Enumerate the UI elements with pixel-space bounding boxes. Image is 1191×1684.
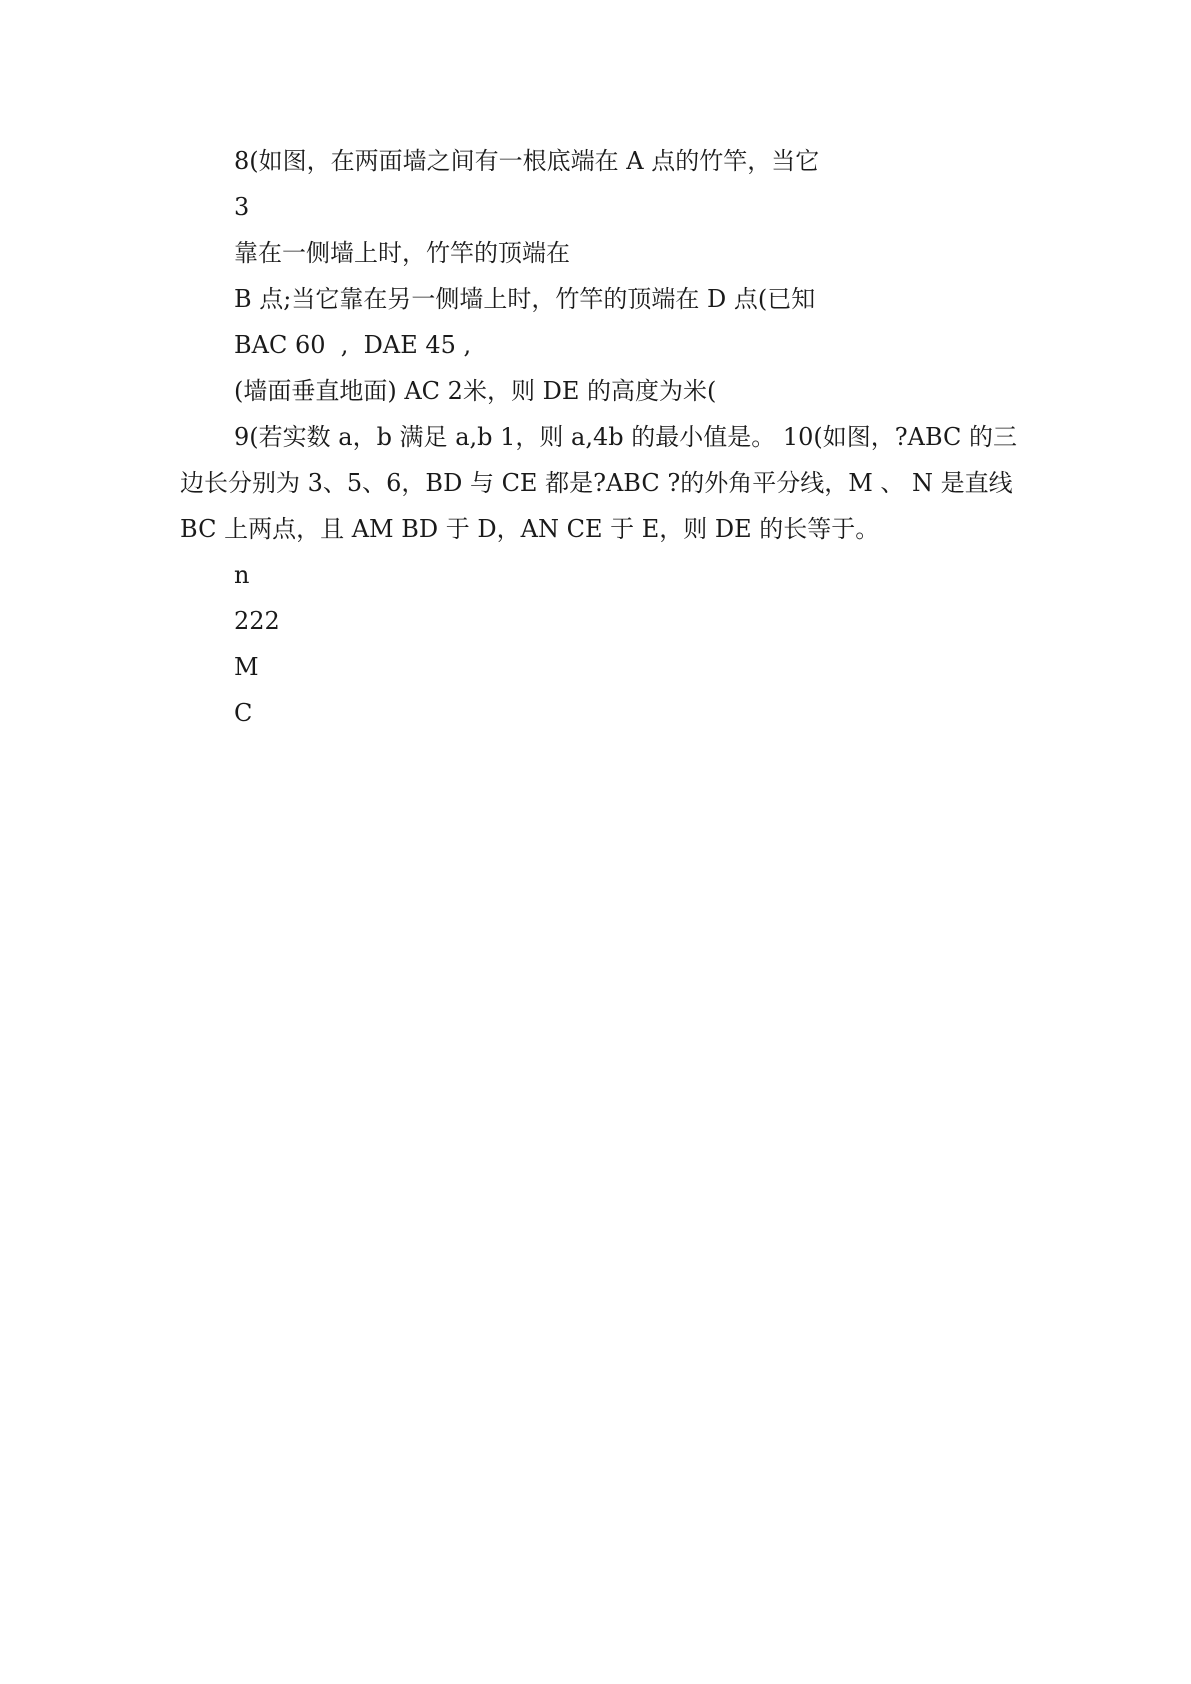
text-line: 3 [234,193,250,221]
text-line: B 点;当它靠在另一侧墙上时，竹竿的顶端在 D 点(已知 [234,285,816,313]
text-line: 靠在一侧墙上时，竹竿的顶端在 [234,239,570,267]
text-line: BAC 60 , DAE 45 , [234,331,472,359]
question-paragraph: 9(若实数 a，b 满足 a,b 1，则 a,4b 的最小值是。 10(如图，?ABC 的三边长分别为 3、5、6，BD 与 CE 都是?ABC ?的外角平分线，M 、 N 是直线 BC 上两点，且 AM BD 于 D，AN CE 于 E，则 DE 的长等于。 [180,423,1018,543]
text-line: 8(如图，在两面墙之间有一根底端在 A 点的竹竿，当它 [234,147,820,175]
text-line: n [234,561,250,589]
text-line: C [234,699,253,727]
text-line: (墙面垂直地面) AC 2米，则 DE 的高度为米( [234,377,717,405]
text-line: M [234,653,259,681]
text-line: 222 [234,607,280,635]
document-body [180,138,1020,736]
